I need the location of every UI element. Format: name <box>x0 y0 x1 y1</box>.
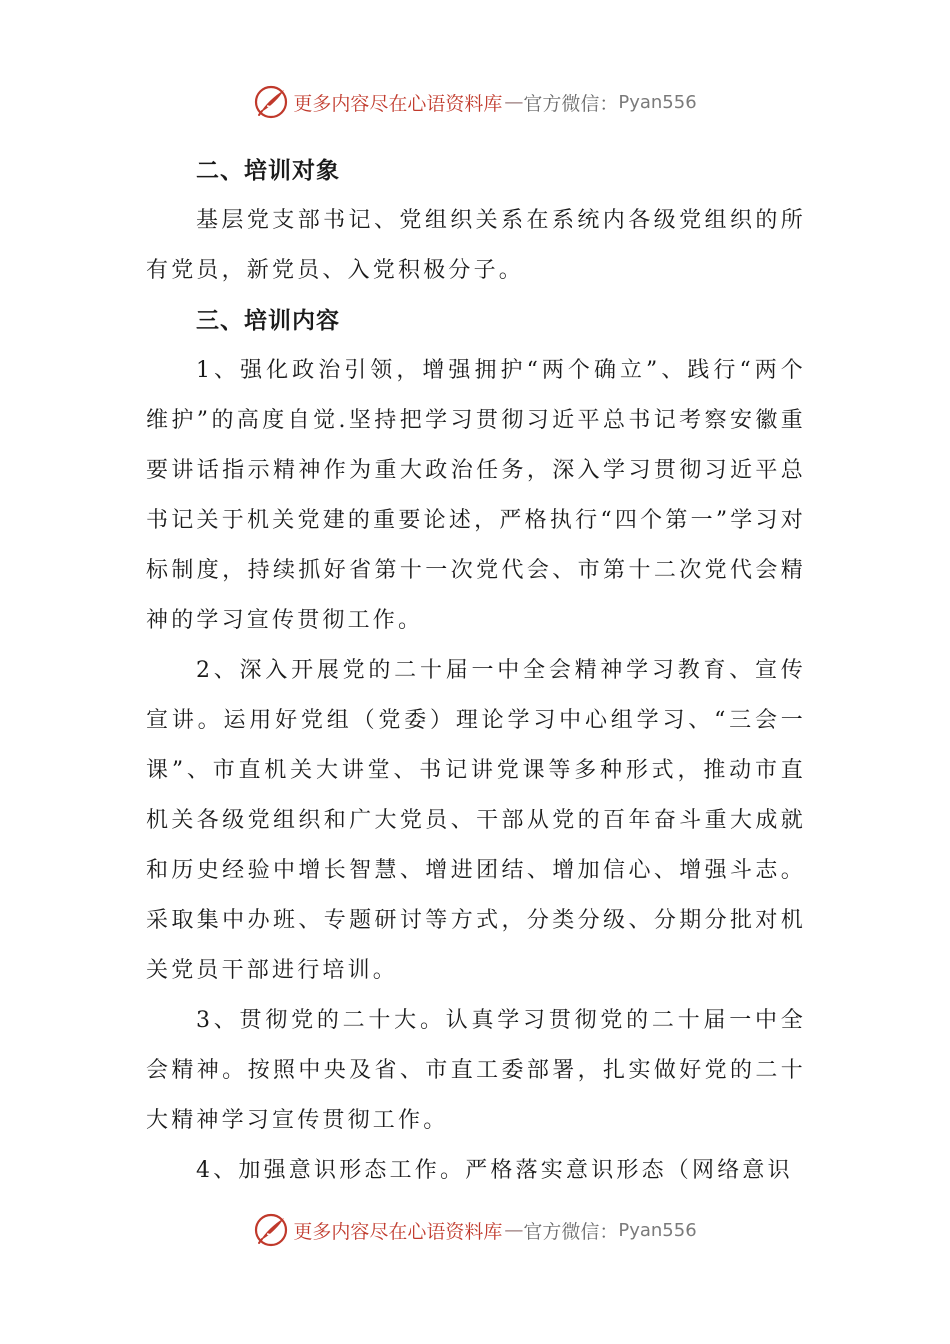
section-heading-training-targets: 二、培训对象 <box>196 158 340 184</box>
quill-logo-icon <box>253 1212 289 1248</box>
paragraph-training-targets: 基层党支部书记、党组织关系在系统内各级党组织的所有党员，新党员、入党积极分子。 <box>146 208 806 283</box>
watermark-wechat-label: 官方微信： <box>523 92 619 115</box>
watermark-site-name: 更多内容尽在心语资料库 <box>293 92 503 115</box>
watermark-dash: — <box>504 1219 522 1241</box>
watermark-banner-top <box>0 82 950 122</box>
watermark-wechat-label: 官方微信： <box>523 1220 619 1243</box>
paragraph-content-item-1: 1、强化政治引领，增强拥护“两个确立”、践行“两个维护”的高度自觉.坚持把学习贯彻习近平总书记考察安徽重要讲话指示精神作为重大政治任务，深入学习贯彻习近平总书记关于机关党建的重要论述，严格执行“四个第一”学习对标制度，持续抓好省第十一次党代会、市第十二次党代会精神的学习宣传贯彻工作。 <box>146 358 806 633</box>
watermark-banner-bottom <box>0 1210 950 1250</box>
paragraph-content-item-2: 2、深入开展党的二十届一中全会精神学习教育、宣传宣讲。运用好党组（党委）理论学习中心组学习、“三会一课”、市直机关大讲堂、书记讲党课等多种形式，推动市直机关各级党组织和广大党员、干部从党的百年奋斗重大成就和历史经验中增长智慧、增进团结、增加信心、增强斗志。采取集中办班、专题研讨等方式，分类分级、分期分批对机关党员干部进行培训。 <box>146 658 806 983</box>
quill-logo-icon <box>253 84 289 120</box>
watermark-site-name: 更多内容尽在心语资料库 <box>293 1220 503 1243</box>
document-body <box>146 146 806 1196</box>
paragraph-content-item-3: 3、贯彻党的二十大。认真学习贯彻党的二十届一中全会精神。按照中央及省、市直工委部署，扎实做好党的二十大精神学习宣传贯彻工作。 <box>146 1008 806 1133</box>
paragraph-content-item-4: 4、加强意识形态工作。严格落实意识形态（网络意识 <box>196 1158 793 1183</box>
section-heading-training-content: 三、培训内容 <box>196 308 340 334</box>
watermark-dash: — <box>504 91 522 113</box>
watermark-wechat-id: Pyan556 <box>618 1219 697 1241</box>
watermark-wechat-id: Pyan556 <box>618 91 697 113</box>
